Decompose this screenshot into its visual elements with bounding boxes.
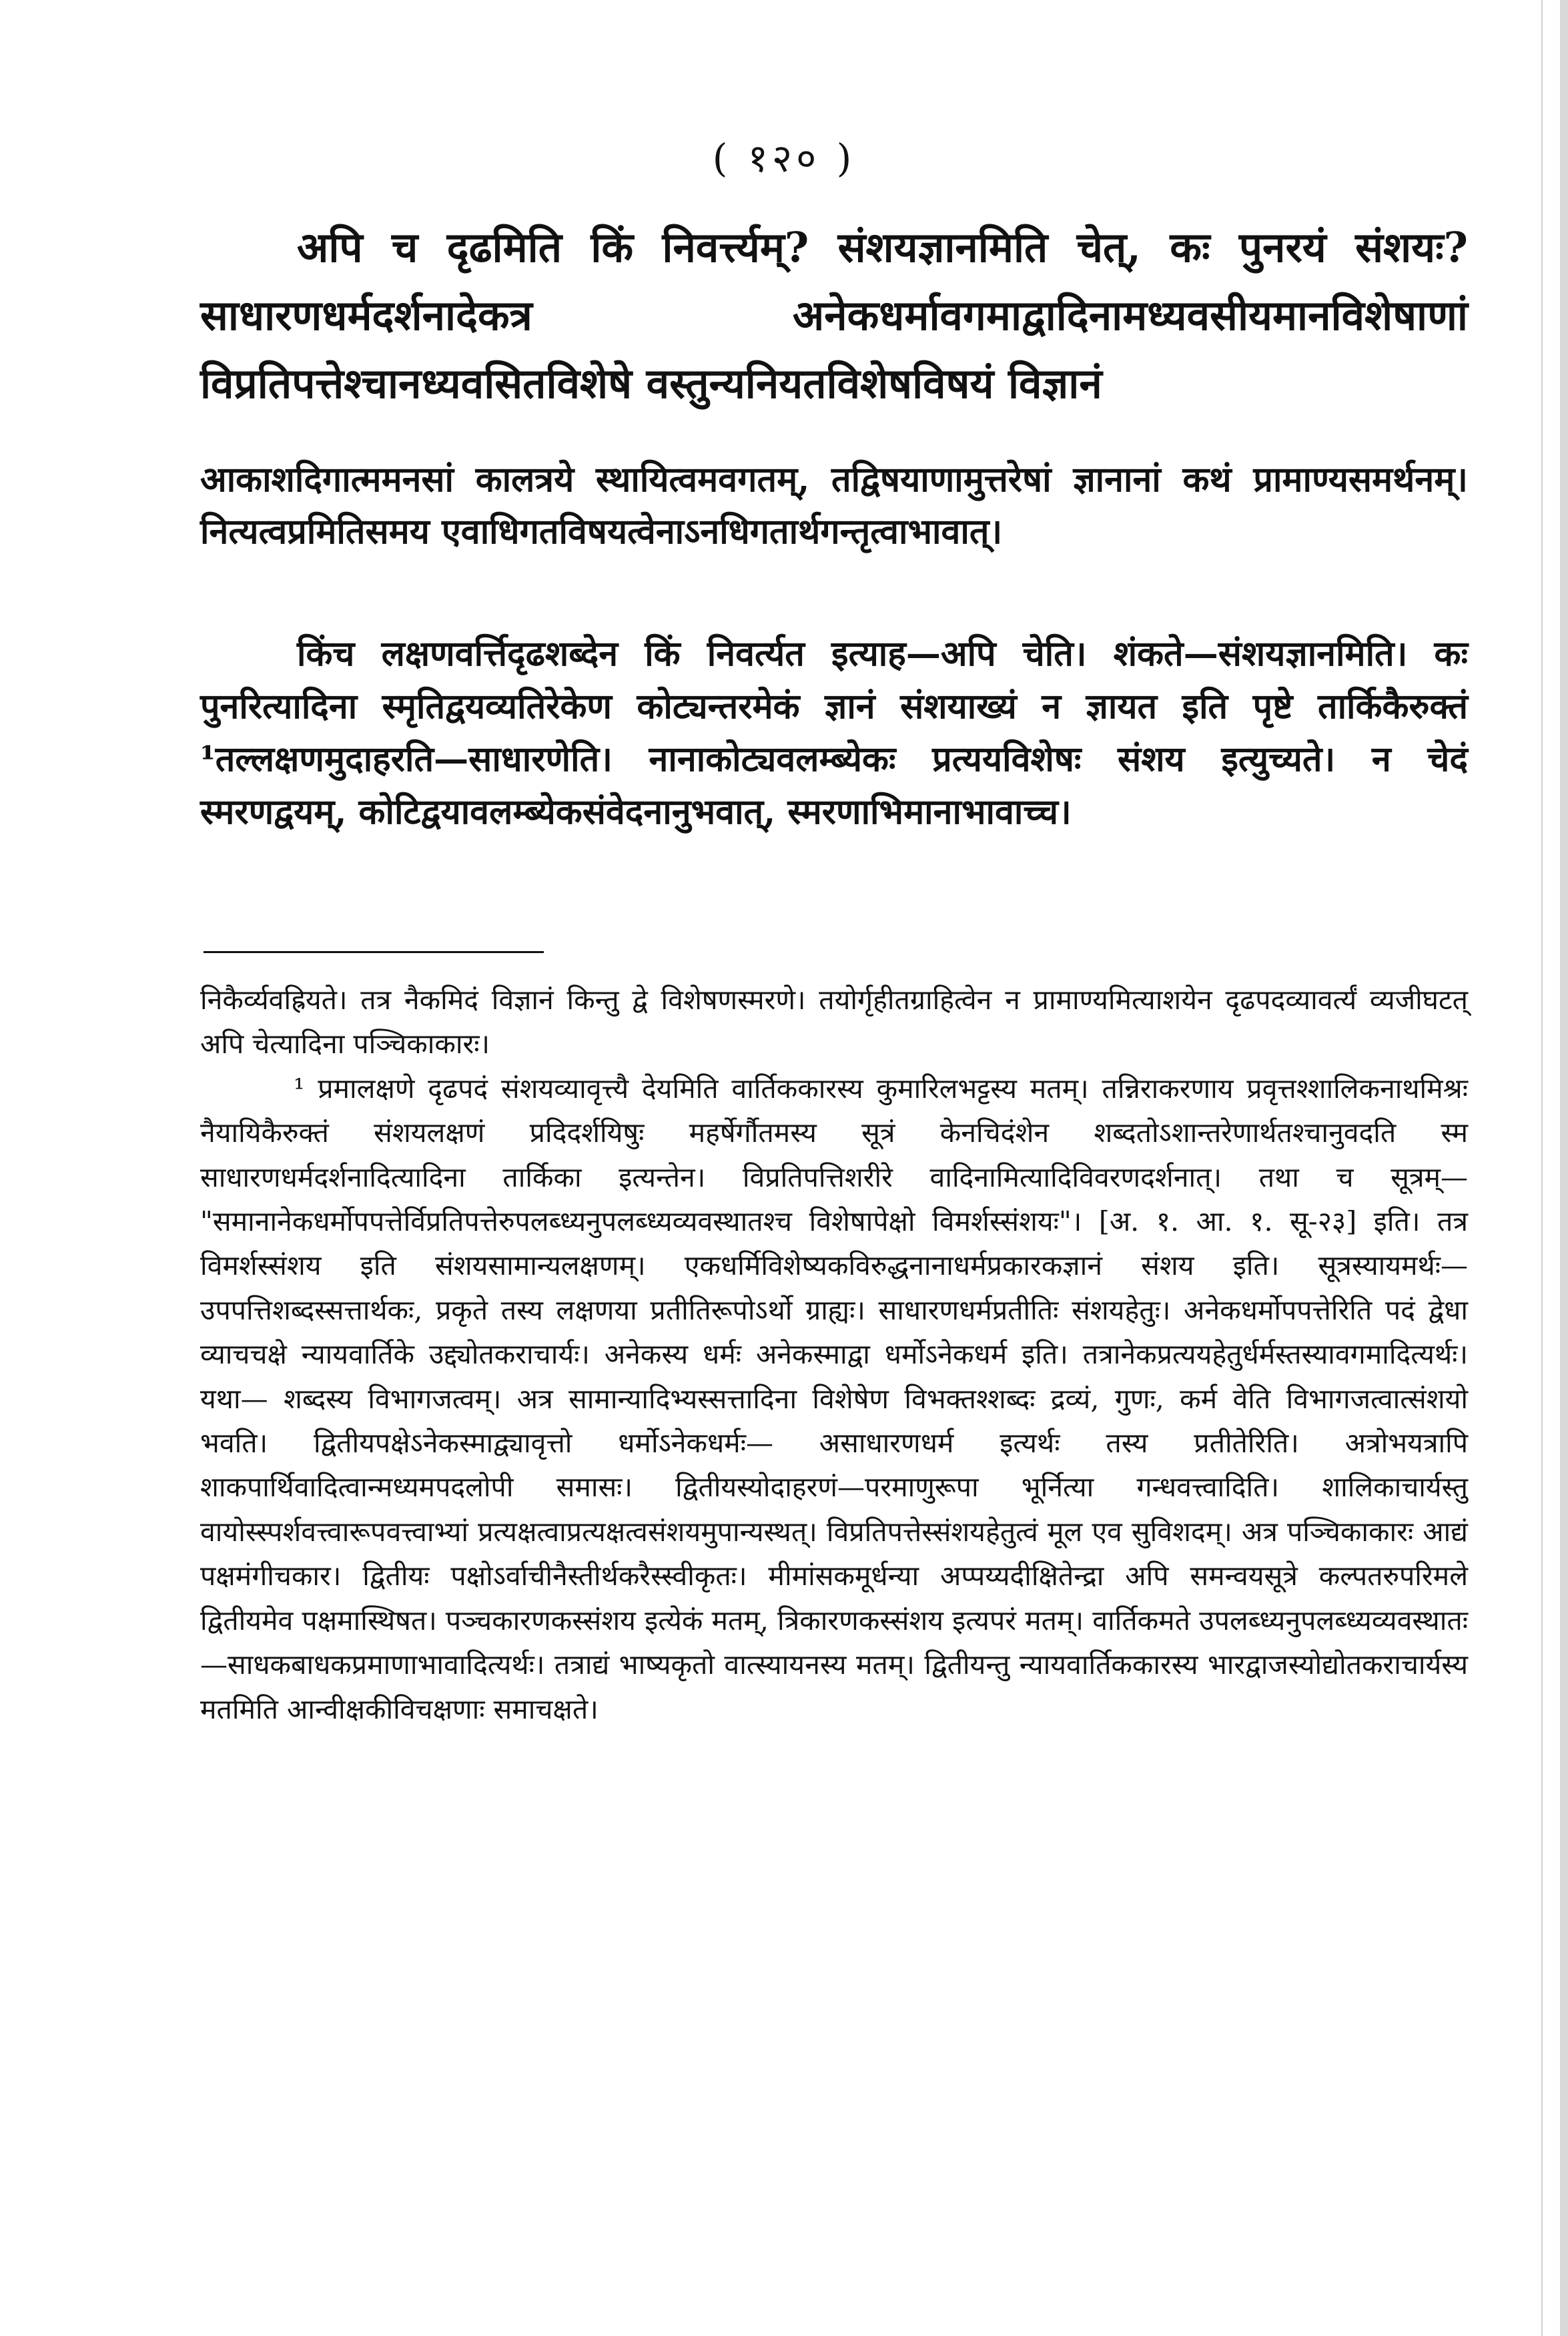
commentary-paragraph-2: किंच लक्षणवर्त्तिदृढशब्देन किं निवर्त्यत इत्याह—अपि चेति। शंकते—संशयज्ञानमिति। कः पुनरित्यादिना स्मृतिद्वयव्यतिरेकेण कोट्यन्तरमेकं ज्ञानं संशयाख्यं न ज्ञायत इति पृष्टे तार्किकैरुक्तं ¹तल्लक्षणमुदाहरति—साधारणेति। नानाकोट्यवलम्ब्येकः प्रत्ययविशेषः संशय इत्युच्यते। न चेदं स्मरणद्वयम्, कोटिद्वयावलम्ब्येकसंवेदनानुभवात्, स्मरणाभिमानाभावाच्च। xyxy=(200,633,1468,832)
footnote-1: ¹ प्रमालक्षणे दृढपदं संशयव्यावृत्त्यै देयमिति वार्तिककारस्य कुमारिलभट्टस्य मतम्। तन्निराकरणाय प्रवृत्तश्शालिकनाथमिश्रः नैयायिकैरुक्तं संशयलक्षणं प्रदिदर्शयिषुः महर्षेर्गौतमस्य सूत्रं केनचिदंशेन शब्दतोऽशान्तरेणार्थतश्चानुवदति स्म साधारणधर्मदर्शनादित्यादिना तार्किका इत्यन्तेन। विप्रतिपत्तिशरीरे वादिनामित्यादिविवरणदर्शनात्। तथा च सूत्रम्— "समानानेकधर्मोपपत्तेर्विप्रतिपत्तेरुपलब्ध्यनुपलब्ध्यव्यवस्थातश्च विशेषापेक्षो विमर्शस्संशयः"। [अ. १. आ. १. सू-२३] इति। तत्र विमर्शस्संशय इति संशयसामान्यलक्षणम्। एकधर्मिविशेष्यकविरुद्धनानाधर्मप्रकारकज्ञानं संशय इति। सूत्रस्यायमर्थः—उपपत्तिशब्दस्सत्तार्थकः, प्रकृते तस्य लक्षणया प्रतीतिरूपोऽर्थो ग्राह्यः। साधारणधर्मप्रतीतिः संशयहेतुः। अनेकधर्मोपपत्तेरिति पदं द्वेधा व्याचचक्षे न्यायवार्तिके उद्द्योतकराचार्यः। अनेकस्य धर्मः अनेकस्माद्वा धर्मोऽनेकधर्म इति। तत्रानेकप्रत्ययहेतुर्धर्मस्तस्यावगमादित्यर्थः। यथा— शब्दस्य विभागजत्वम्। अत्र सामान्यादिभ्यस्सत्तादिना विशेषेण विभक्तश्शब्दः द्रव्यं, गुणः, कर्म वेति विभागजत्वात्संशयो भवति। द्वितीयपक्षेऽनेकस्माद्व्यावृत्तो धर्मोऽनेकधर्मः— असाधारणधर्म इत्यर्थः तस्य प्रतीतेरिति। अत्रोभयत्रापि शाकपार्थिवादित्वान्मध्यमपदलोपी समासः। द्वितीयस्योदाहरणं—परमाणुरूपा भूर्नित्या गन्धवत्त्वादिति। शालिकाचार्यस्तु वायोस्स्पर्शवत्त्वारूपवत्त्वाभ्यां प्रत्यक्षत्वाप्रत्यक्षत्वसंशयमुपान्यस्थत्। विप्रतिपत्तेस्संशयहेतुत्वं मूल एव सुविशदम्। अत्र पञ्चिकाकारः आद्यं पक्षमंगीचकार। द्वितीयः पक्षोऽर्वाचीनैस्तीर्थकरैस्स्वीकृतः। मीमांसकमूर्धन्या अप्पय्यदीक्षितेन्द्रा अपि समन्वयसूत्रे कल्पतरुपरिमले द्वितीयमेव पक्षमास्थिषत। पञ्चकारणकस्संशय इत्येकं मतम्, त्रिकारणकस्संशय इत्यपरं मतम्। वार्तिकमते उपलब्ध्यनुपलब्ध्यव्यवस्थातः—साधकबाधकप्रमाणाभावादित्यर्थः। तत्राद्यं भाष्यकृतो वात्स्यायनस्य मतम्। द्वितीयन्तु न्यायवार्तिककारस्य भारद्वाजस्योद्योतकराचार्यस्य मतमिति आन्वीक्षकीविचक्षणाः समाचक्षते। xyxy=(200,1072,1468,1725)
footnote-divider xyxy=(204,951,544,953)
page-edge-shadow xyxy=(1560,0,1568,2336)
main-text-section xyxy=(200,214,1468,418)
footnotes xyxy=(200,978,1468,1731)
main-paragraph-1: अपि च दृढमिति किं निवर्त्त्यम्? संशयज्ञानमिति चेत्, कः पुनरयं संशयः? साधारणधर्मदर्शनादेकत्र अनेकधर्मावगमाद्वादिनामध्यवसीयमानविशेषाणां विप्रतिपत्तेश्चानध्यवसितविशेषे वस्तुन्यनियतविशेषविषयं विज्ञानं xyxy=(200,223,1468,408)
footnote-continuation: निकैर्व्यवह्रियते। तत्र नैकमिदं विज्ञानं किन्तु द्वे विशेषणस्मरणे। तयोर्गृहीतग्राहित्वेन न प्रामाण्यमित्याशयेन दृढपदव्यावर्त्यं व्यजीघटत् अपि चेत्यादिना पञ्चिकाकारः। xyxy=(200,984,1468,1061)
page-number: ( १२० ) xyxy=(712,135,856,181)
commentary-section-2 xyxy=(200,627,1468,838)
commentary-paragraph-1: आकाशदिगात्ममनसां कालत्रये स्थायित्वमवगतम्, तद्विषयाणामुत्तरेषां ज्ञानानां कथं प्रामाण्यसमर्थनम्। नित्यत्वप्रमितिसमय एवाधिगतविषयत्वेनाऽनधिगतार्थगन्तृत्वाभावात्। xyxy=(200,459,1468,552)
page-edge-line xyxy=(1541,0,1543,2336)
commentary-section xyxy=(200,454,1468,558)
